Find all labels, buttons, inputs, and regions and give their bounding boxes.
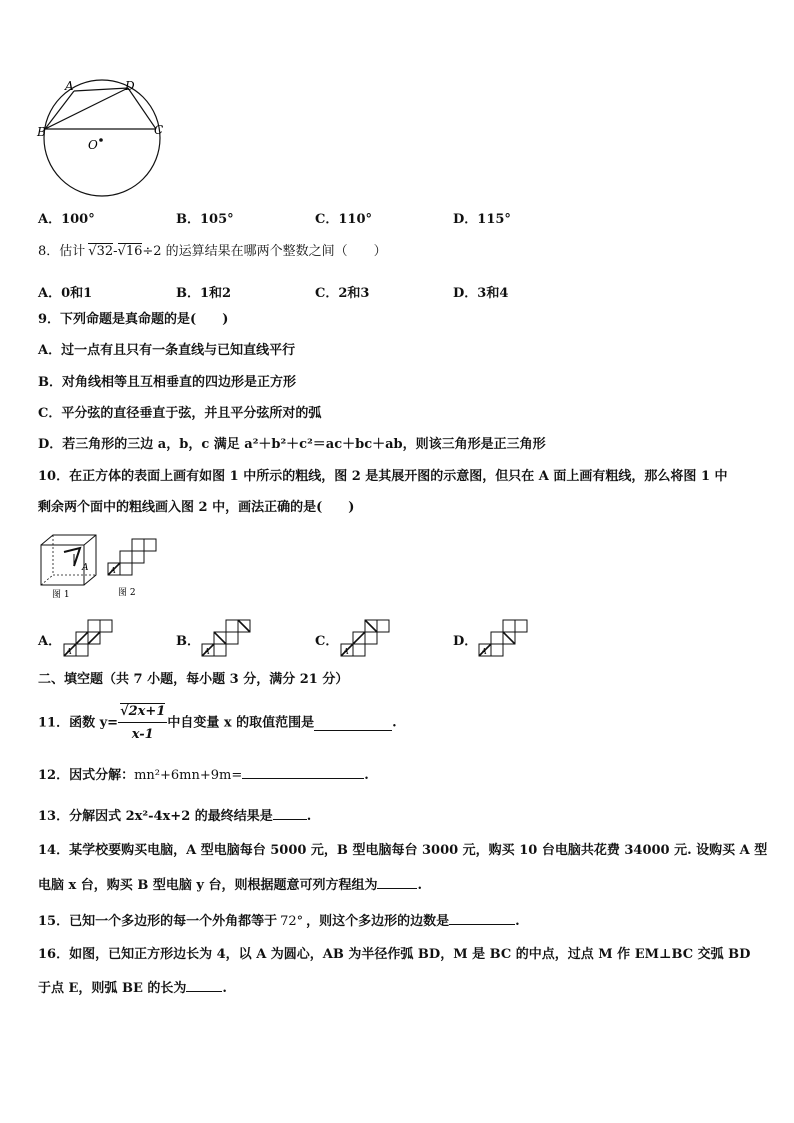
figure-2-caption: 图 2 bbox=[118, 588, 136, 598]
q15-answer-blank[interactable] bbox=[449, 911, 515, 925]
net-figure-2 bbox=[106, 537, 162, 602]
question-14-line2: 电脑 x 台，购买 B 型电脑 y 台，则根据题意可列方程组为 . bbox=[38, 875, 422, 894]
label-C: C bbox=[154, 123, 164, 137]
question-10-line2: 剩余两个面中的粗线画入图 2 中，画法正确的是( ) bbox=[38, 500, 355, 515]
q10-option-b-label: B． bbox=[176, 634, 200, 649]
net-face-a: A bbox=[110, 566, 116, 575]
q16-answer-blank[interactable] bbox=[186, 978, 222, 992]
q7-option-b: B．105° bbox=[176, 212, 234, 227]
q11-answer-blank[interactable] bbox=[314, 717, 392, 731]
q10-option-c-net bbox=[339, 618, 395, 658]
svg-text:A: A bbox=[481, 647, 487, 656]
question-15: 15．已知一个多边形的每一个外角都等于 72° ，则这个多边形的边数是 . bbox=[38, 911, 520, 930]
question-9-option-c: C．平分弦的直径垂直于弦，并且平分弦所对的弧 bbox=[38, 406, 322, 421]
question-11: 11．函数 y= $\frac{√2x+1}{x-1}$ 中自变量 x 的取值范围是 . bbox=[38, 702, 397, 745]
svg-text:A: A bbox=[204, 647, 210, 656]
q10-option-a-label: A． bbox=[38, 634, 62, 649]
svg-text:A: A bbox=[66, 647, 72, 656]
q8-option-a: A．0和1 bbox=[38, 286, 93, 301]
figure-1-caption: 图 1 bbox=[52, 590, 70, 600]
question-10-line1: 10．在正方体的表面上画有如图 1 中所示的粗线，图 2 是其展开图的示意图，但只在 A 面上画有粗线，那么将图 1 中 bbox=[38, 469, 728, 484]
label-A: A bbox=[65, 79, 74, 93]
cube-face-a: A bbox=[82, 563, 89, 573]
q10-option-d-net bbox=[477, 618, 533, 658]
question-13: 13．分解因式 2x²-4x+2 的最终结果是 . bbox=[38, 806, 311, 825]
q7-option-d: D．115° bbox=[453, 212, 511, 227]
q11-fraction: $\frac{√2x+1}{x-1}$ bbox=[120, 704, 166, 742]
question-8: 8．估计 √32-√16÷2 的运算结果在哪两个整数之间（ ） bbox=[38, 244, 387, 259]
question-9-option-d: D．若三角形的三边 a，b，c 满足 a²＋b²＋c²＝ac＋bc＋ab，则该三角形是正三角形 bbox=[38, 437, 546, 452]
question-14-line1: 14．某学校要购买电脑，A 型电脑每台 5000 元，B 型电脑每台 3000 元，购买 10 台电脑共花费 34000 元. 设购买 A 型 bbox=[38, 843, 768, 858]
label-D: D bbox=[125, 79, 135, 93]
circle-figure bbox=[30, 76, 170, 201]
q10-option-d-label: D． bbox=[453, 634, 478, 649]
question-16-line2: 于点 E，则弧 BE 的长为 . bbox=[38, 978, 227, 997]
section-2-heading: 二、填空题（共 7 小题，每小题 3 分，满分 21 分） bbox=[38, 672, 349, 687]
svg-text:A: A bbox=[343, 647, 349, 656]
question-9-stem: 9．下列命题是真命题的是( ) bbox=[38, 312, 229, 327]
q7-option-a: A．100° bbox=[38, 212, 95, 227]
question-9-option-a: A．过一点有且只有一条直线与已知直线平行 bbox=[38, 343, 296, 358]
label-O: O bbox=[88, 138, 98, 152]
q10-option-b-net bbox=[200, 618, 256, 658]
q10-option-a-net bbox=[62, 618, 118, 658]
question-12: 12．因式分解：mn²+6mn+9m= . bbox=[38, 765, 369, 784]
q7-option-c: C．110° bbox=[315, 212, 372, 227]
q8-option-d: D．3和4 bbox=[453, 286, 509, 301]
question-9-option-b: B．对角线相等且互相垂直的四边形是正方形 bbox=[38, 375, 296, 390]
q8-option-c: C．2和3 bbox=[315, 286, 370, 301]
q10-option-c-label: C． bbox=[315, 634, 339, 649]
q14-answer-blank[interactable] bbox=[377, 875, 417, 889]
cube-figure-1 bbox=[38, 532, 100, 602]
question-16-line1: 16．如图，已知正方形边长为 4，以 A 为圆心，AB 为半径作弧 BD，M 是 BC 的中点，过点 M 作 EM⊥BC 交弧 BD bbox=[38, 947, 751, 962]
q13-answer-blank[interactable] bbox=[273, 806, 307, 820]
label-B: B bbox=[37, 125, 46, 139]
q12-answer-blank[interactable] bbox=[242, 765, 364, 779]
q8-option-b: B．1和2 bbox=[176, 286, 232, 301]
